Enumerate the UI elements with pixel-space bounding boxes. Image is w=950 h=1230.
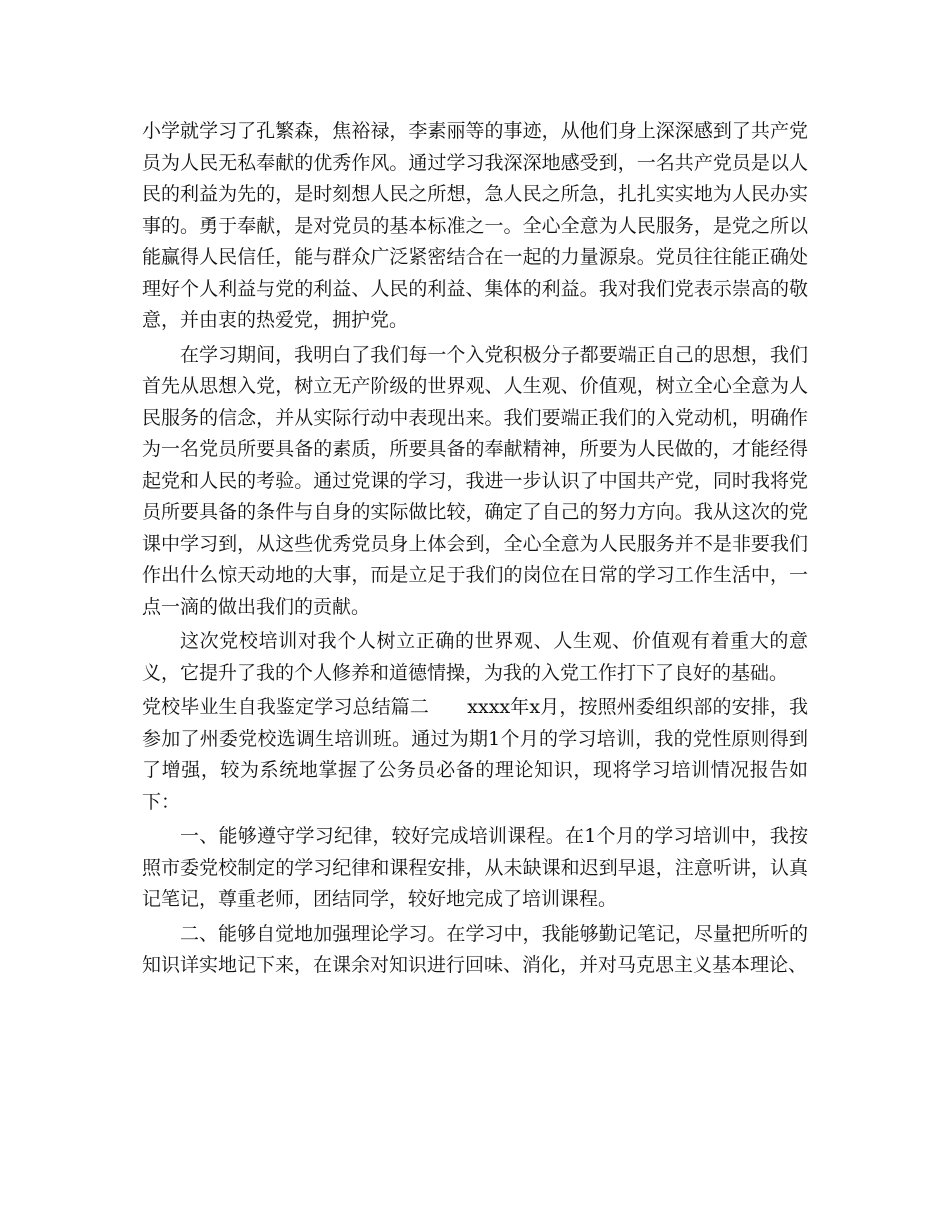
document-body: [142, 116, 808, 985]
paragraph-6: 二、能够自觉地加强理论学习。在学习中，我能够勤记笔记，尽量把所听的知识详实地记下来，在课余对知识进行回味、消化，并对马克思主义基本理论、: [142, 922, 808, 976]
paragraph-2: 在学习期间，我明白了我们每一个入党积极分子都要端正自己的思想，我们首先从思想入党，树立无产阶级的世界观、人生观、价值观，树立全心全意为人民服务的信念，并从实际行动中表现出来。我们要端正我们的入党动机，明确作为一名党员所要具备的素质，所要具备的奉献精神，所要为人民做的，才能经得起党和人民的考验。通过党课的学习，我进一步认识了中国共产党，同时我将党员所要具备的条件与自身的实际做比较，确定了自己的努力方向。我从这次的党课中学习到，从这些优秀党员身上体会到，全心全意为人民服务并不是非要我们作出什么惊天动地的大事，而是立足于我们的岗位在日常的学习工作生活中，一点一滴的做出我们的贡献。: [142, 343, 808, 618]
paragraph-3: 这次党校培训对我个人树立正确的世界观、人生观、价值观有着重大的意义，它提升了我的个人修养和道德情操，为我的入党工作打下了良好的基础。: [142, 630, 808, 684]
paragraph-1: 小学就学习了孔繁森，焦裕禄，李素丽等的事迹，从他们身上深深感到了共产党员为人民无私奉献的优秀作风。通过学习我深深地感受到，一名共产党员是以人民的利益为先的，是时刻想人民之所想，急人民之所急，扎扎实实地为人民办实事的。勇于奉献，是对党员的基本标准之一。全心全意为人民服务，是党之所以能赢得人民信任，能与群众广泛紧密结合在一起的力量源泉。党员往往能正确处理好个人利益与党的利益、人民的利益、集体的利益。我对我们党表示崇高的敬意，并由衷的热爱党，拥护党。: [142, 120, 808, 331]
paragraph-5: 一、能够遵守学习纪律，较好完成培训课程。在1个月的学习培训中，我按照市委党校制定的学习纪律和课程安排，从未缺课和迟到早退，注意听讲，认真记笔记，尊重老师，团结同学，较好地完成了培训课程。: [142, 825, 808, 910]
paragraph-4: 党校毕业生自我鉴定学习总结篇二 xxxx年x月，按照州委组织部的安排，我参加了州委党校选调生培训班。通过为期1个月的学习培训，我的党性原则得到了增强，较为系统地掌握了公务员必备的理论知识，现将学习培训情况报告如下：: [142, 696, 808, 813]
